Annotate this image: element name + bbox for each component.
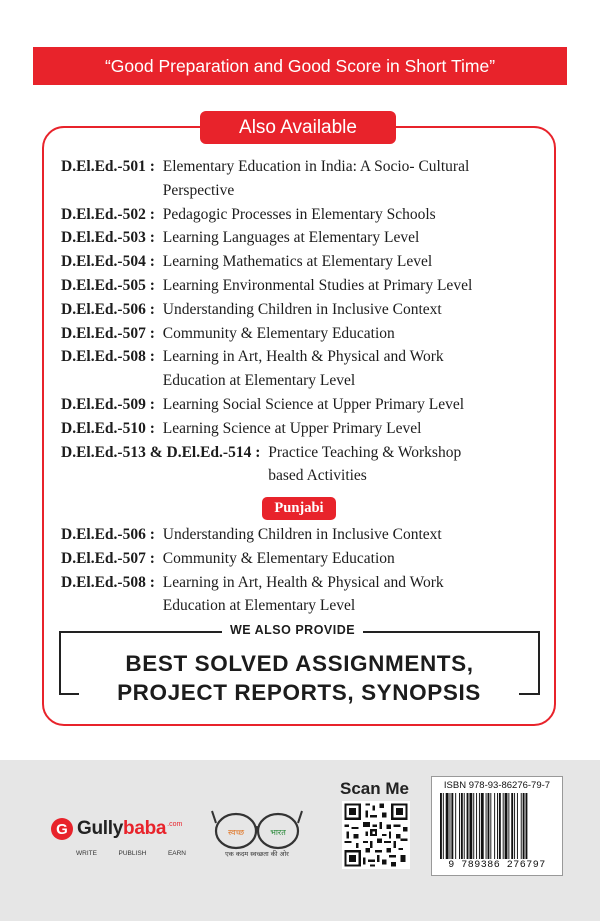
punjabi-book-list [61, 523, 541, 618]
course-code: D.El.Ed.-503 [61, 229, 146, 247]
list-item: D.El.Ed.-506 : Understanding Children in Inclusive Context [61, 523, 541, 547]
logo-domain: .com [167, 820, 183, 828]
tagline-banner: “Good Preparation and Good Score in Short Time” [33, 47, 567, 85]
scan-me-label: Scan Me [340, 779, 409, 798]
list-item: D.El.Ed.-505 : Learning Environmental Studies at Primary Level [61, 274, 541, 298]
course-code: D.El.Ed.-501 [61, 158, 146, 175]
list-item: D.El.Ed.-501 : Elementary Education in India: A Socio- Cultural Perspective [61, 155, 541, 203]
course-code: D.El.Ed.-504 [61, 253, 146, 271]
isbn-number: ISBN 978-93-86276-79-7 [443, 780, 551, 791]
logo-tagline: WRITE PUBLISH EARN [76, 850, 186, 857]
list-item: D.El.Ed.-504 : Learning Mathematics at Elementary Level [61, 250, 541, 274]
course-title: Learning Mathematics at Elementary Level [162, 253, 433, 271]
list-item: D.El.Ed.-507 : Community & Elementary Education [61, 547, 541, 571]
course-code: D.El.Ed.-507 [61, 549, 146, 567]
course-title: Learning Languages at Elementary Level [162, 229, 420, 247]
course-code: D.El.Ed.-510 [61, 419, 146, 437]
main-book-list [61, 155, 541, 488]
course-title: Practice Teaching & Workshop based Activities [268, 443, 462, 485]
course-title: Pedagogic Processes in Elementary Schools [162, 205, 436, 223]
qr-code-icon[interactable] [342, 801, 410, 869]
course-title: Learning Environmental Studies at Primary Level [162, 276, 473, 294]
provide-line-1: BEST SOLVED ASSIGNMENTS, [125, 651, 474, 676]
list-item: D.El.Ed.-510 : Learning Science at Upper Primary Level [61, 417, 541, 441]
list-item: D.El.Ed.-508 : Learning in Art, Health & Physical and Work Education at Elementary Level [61, 345, 541, 393]
provide-line-2: PROJECT REPORTS, SYNOPSIS [79, 679, 519, 707]
course-title: Community & Elementary Education [162, 549, 395, 567]
list-item: D.El.Ed.-506 : Understanding Children in Inclusive Context [61, 298, 541, 322]
course-code: D.El.Ed.-506 [61, 300, 146, 318]
also-available-heading: Also Available [200, 111, 396, 144]
course-code: D.El.Ed.-509 [61, 395, 146, 413]
course-code: D.El.Ed.-505 [61, 276, 146, 294]
logo-g-icon: G [51, 818, 73, 840]
course-title: Learning Social Science at Upper Primary Level [162, 395, 465, 413]
course-title: Elementary Education in India: A Socio- Cultural Perspective [162, 158, 470, 199]
barcode-icon [439, 793, 557, 859]
swachh-caption: एक कदम स्वच्छता की ओर [225, 850, 289, 858]
svg-text:भारत: भारत [270, 828, 286, 837]
course-code: D.El.Ed.-502 [61, 205, 146, 223]
course-title: Understanding Children in Inclusive Context [162, 300, 442, 318]
isbn-barcode [431, 776, 563, 876]
list-item: D.El.Ed.-503 : Learning Languages at Elementary Level [61, 226, 541, 250]
swachh-bharat-glasses-icon [210, 807, 304, 867]
barcode-digits: 9 789386 276797 [448, 860, 546, 871]
punjabi-heading: Punjabi [262, 497, 336, 520]
course-title: Learning Science at Upper Primary Level [162, 419, 422, 437]
course-code: D.El.Ed.-506 [61, 526, 146, 543]
course-title: Community & Elementary Education [162, 324, 395, 342]
provide-label: WE ALSO PROVIDE [222, 623, 363, 637]
course-code: D.El.Ed.-507 [61, 324, 146, 342]
list-item: D.El.Ed.-507 : Community & Elementary Education [61, 322, 541, 346]
course-title: Learning in Art, Health & Physical and Work Education at Elementary Level [162, 348, 444, 390]
logo-wordmark: Gullybaba [77, 818, 167, 839]
course-code: D.El.Ed.-513 & D.El.Ed.-514 [61, 443, 252, 461]
course-title: Learning in Art, Health & Physical and Work Education at Elementary Level [162, 573, 444, 615]
list-item: D.El.Ed.-502 : Pedagogic Processes in Elementary Schools [61, 203, 541, 227]
list-item: D.El.Ed.-508 : Learning in Art, Health & Physical and Work Education at Elementary Level [61, 571, 541, 619]
svg-text:स्वच्छ: स्वच्छ [227, 828, 245, 837]
gullybaba-logo [51, 818, 182, 840]
list-item: D.El.Ed.-513 & D.El.Ed.-514 : Practice Teaching & Workshop based Activities [61, 441, 541, 489]
course-title: Understanding Children in Inclusive Context [162, 526, 442, 543]
course-code: D.El.Ed.-508 [61, 573, 146, 591]
course-code: D.El.Ed.-508 [61, 348, 146, 366]
list-item: D.El.Ed.-509 : Learning Social Science at Upper Primary Level [61, 393, 541, 417]
we-also-provide-box [59, 623, 540, 705]
